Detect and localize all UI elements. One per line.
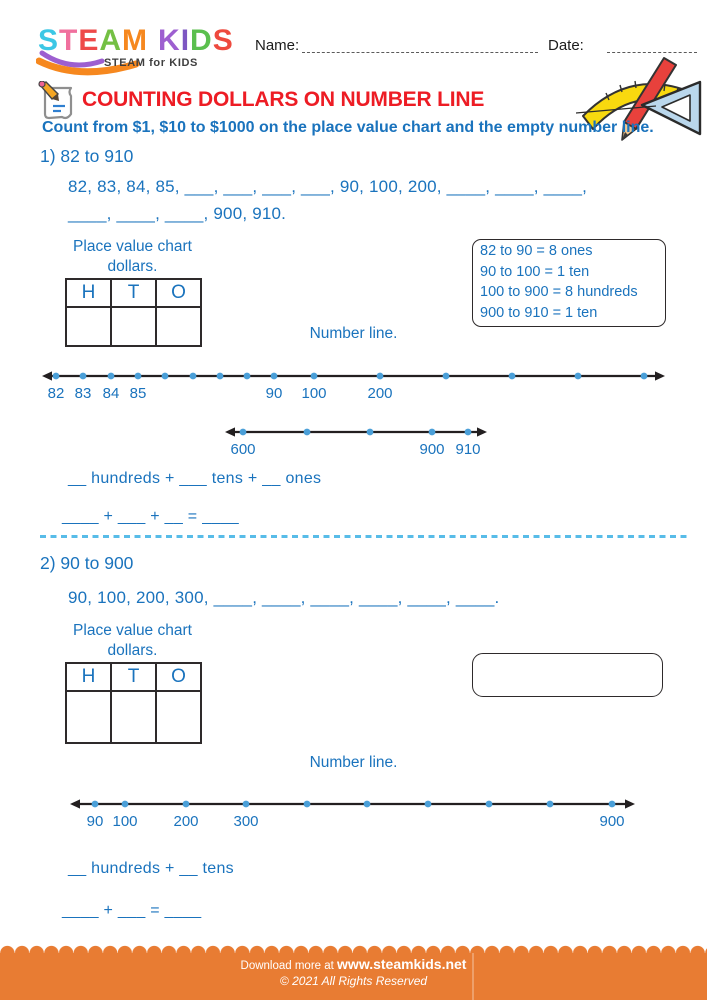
- footer-download-text: [0, 956, 707, 972]
- svg-text:82: 82: [47, 385, 65, 402]
- svg-text:100: 100: [112, 813, 138, 830]
- svg-text:300: 300: [233, 813, 259, 830]
- place-value-dollars-label-1: dollars.: [107, 258, 158, 275]
- pv2-header-tens: T: [111, 663, 156, 691]
- pv2-cell-ones[interactable]: [156, 691, 201, 743]
- page-title: COUNTING DOLLARS ON NUMBER LINE: [82, 88, 485, 111]
- name-label: Name:: [255, 37, 300, 54]
- section1-number-line-bottom: [210, 418, 510, 462]
- number-line-caption-1: Number line.: [309, 325, 398, 342]
- svg-text:900: 900: [419, 441, 445, 458]
- date-label: Date:: [548, 37, 584, 54]
- logo-letter: I: [180, 24, 191, 57]
- svg-text:200: 200: [367, 385, 393, 402]
- pv1-header-ones: O: [156, 279, 201, 307]
- section2-number-line: [55, 790, 655, 834]
- place-value-chart-label-1: Place value chart: [73, 238, 192, 255]
- section1-fill-line1[interactable]: __ hundreds + ___ tens + __ ones: [68, 470, 322, 487]
- svg-text:600: 600: [230, 441, 256, 458]
- section1-sequence-line2[interactable]: ____, ____, ____, 900, 910.: [68, 204, 287, 223]
- footer-download-prefix: Download more at: [240, 960, 338, 972]
- section-separator: [40, 535, 690, 538]
- hint-line-3: 100 to 900 = 8 hundreds: [480, 284, 638, 300]
- svg-text:83: 83: [74, 385, 92, 402]
- logo-letter: A: [99, 24, 123, 57]
- section2-fill-line1[interactable]: __ hundreds + __ tens: [68, 860, 234, 877]
- section1-sequence-line1[interactable]: 82, 83, 84, 85, ___, ___, ___, ___, 90, 100, 200, ____, ____, ____,: [68, 177, 588, 196]
- logo-letter: D: [190, 24, 213, 57]
- hint-line-4: 900 to 910 = 1 ten: [480, 304, 598, 321]
- section1-fill-line2[interactable]: ____ + ___ + __ = ____: [62, 508, 239, 525]
- logo-letter: T: [59, 24, 79, 57]
- number-line-caption-2: Number line.: [309, 754, 398, 771]
- logo-letter: S: [212, 24, 234, 57]
- place-value-chart-label-2: Place value chart: [73, 622, 192, 639]
- footer-website-link[interactable]: www.steamkids.net: [337, 956, 467, 972]
- pv1-header-tens: T: [111, 279, 156, 307]
- svg-text:910: 910: [455, 441, 481, 458]
- svg-text:90: 90: [265, 385, 283, 402]
- logo-letter: M: [122, 24, 149, 57]
- hint-box: [472, 239, 666, 327]
- logo-letter: K: [158, 24, 181, 57]
- pv2-cell-tens[interactable]: [111, 691, 156, 743]
- hint-line-1: 82 to 90 = 8 ones: [480, 243, 593, 259]
- section1-number-line-top: [35, 362, 675, 406]
- section1-heading: 1) 82 to 910: [40, 146, 134, 166]
- section2-sequence-line1[interactable]: 90, 100, 200, 300, ____, ____, ____, ____, ____, ____.: [68, 588, 500, 607]
- logo-letter: E: [78, 24, 100, 57]
- svg-text:900: 900: [599, 813, 625, 830]
- svg-text:200: 200: [173, 813, 199, 830]
- pv2-cell-hundreds[interactable]: [66, 691, 111, 743]
- footer-scallop-edge: [0, 943, 707, 953]
- logo-tagline: STEAM for KIDS: [104, 57, 198, 69]
- footer-copyright: © 2021 All Rights Reserved: [279, 974, 428, 988]
- pv2-header-hundreds: H: [66, 663, 111, 691]
- answer-box[interactable]: [472, 653, 663, 697]
- svg-text:100: 100: [301, 385, 327, 402]
- memo-pencil-icon: [35, 81, 79, 123]
- place-value-dollars-label-2: dollars.: [107, 642, 158, 659]
- date-input-line[interactable]: [607, 52, 697, 53]
- footer: [0, 943, 707, 1000]
- svg-text:84: 84: [102, 385, 120, 402]
- place-value-table-2: [65, 662, 202, 744]
- instructions-text: Count from $1, $10 to $1000 on the place value chart and the empty number line.: [42, 119, 654, 136]
- section2-fill-line2[interactable]: ____ + ___ = ____: [62, 902, 202, 919]
- section2-heading: 2) 90 to 900: [40, 553, 134, 573]
- hint-line-2: 90 to 100 = 1 ten: [480, 263, 590, 280]
- svg-text:85: 85: [129, 385, 147, 402]
- pv1-header-hundreds: H: [66, 279, 111, 307]
- pv2-header-ones: O: [156, 663, 201, 691]
- logo-letter: S: [38, 24, 60, 57]
- svg-text:90: 90: [86, 813, 104, 830]
- name-input-line[interactable]: [302, 52, 538, 53]
